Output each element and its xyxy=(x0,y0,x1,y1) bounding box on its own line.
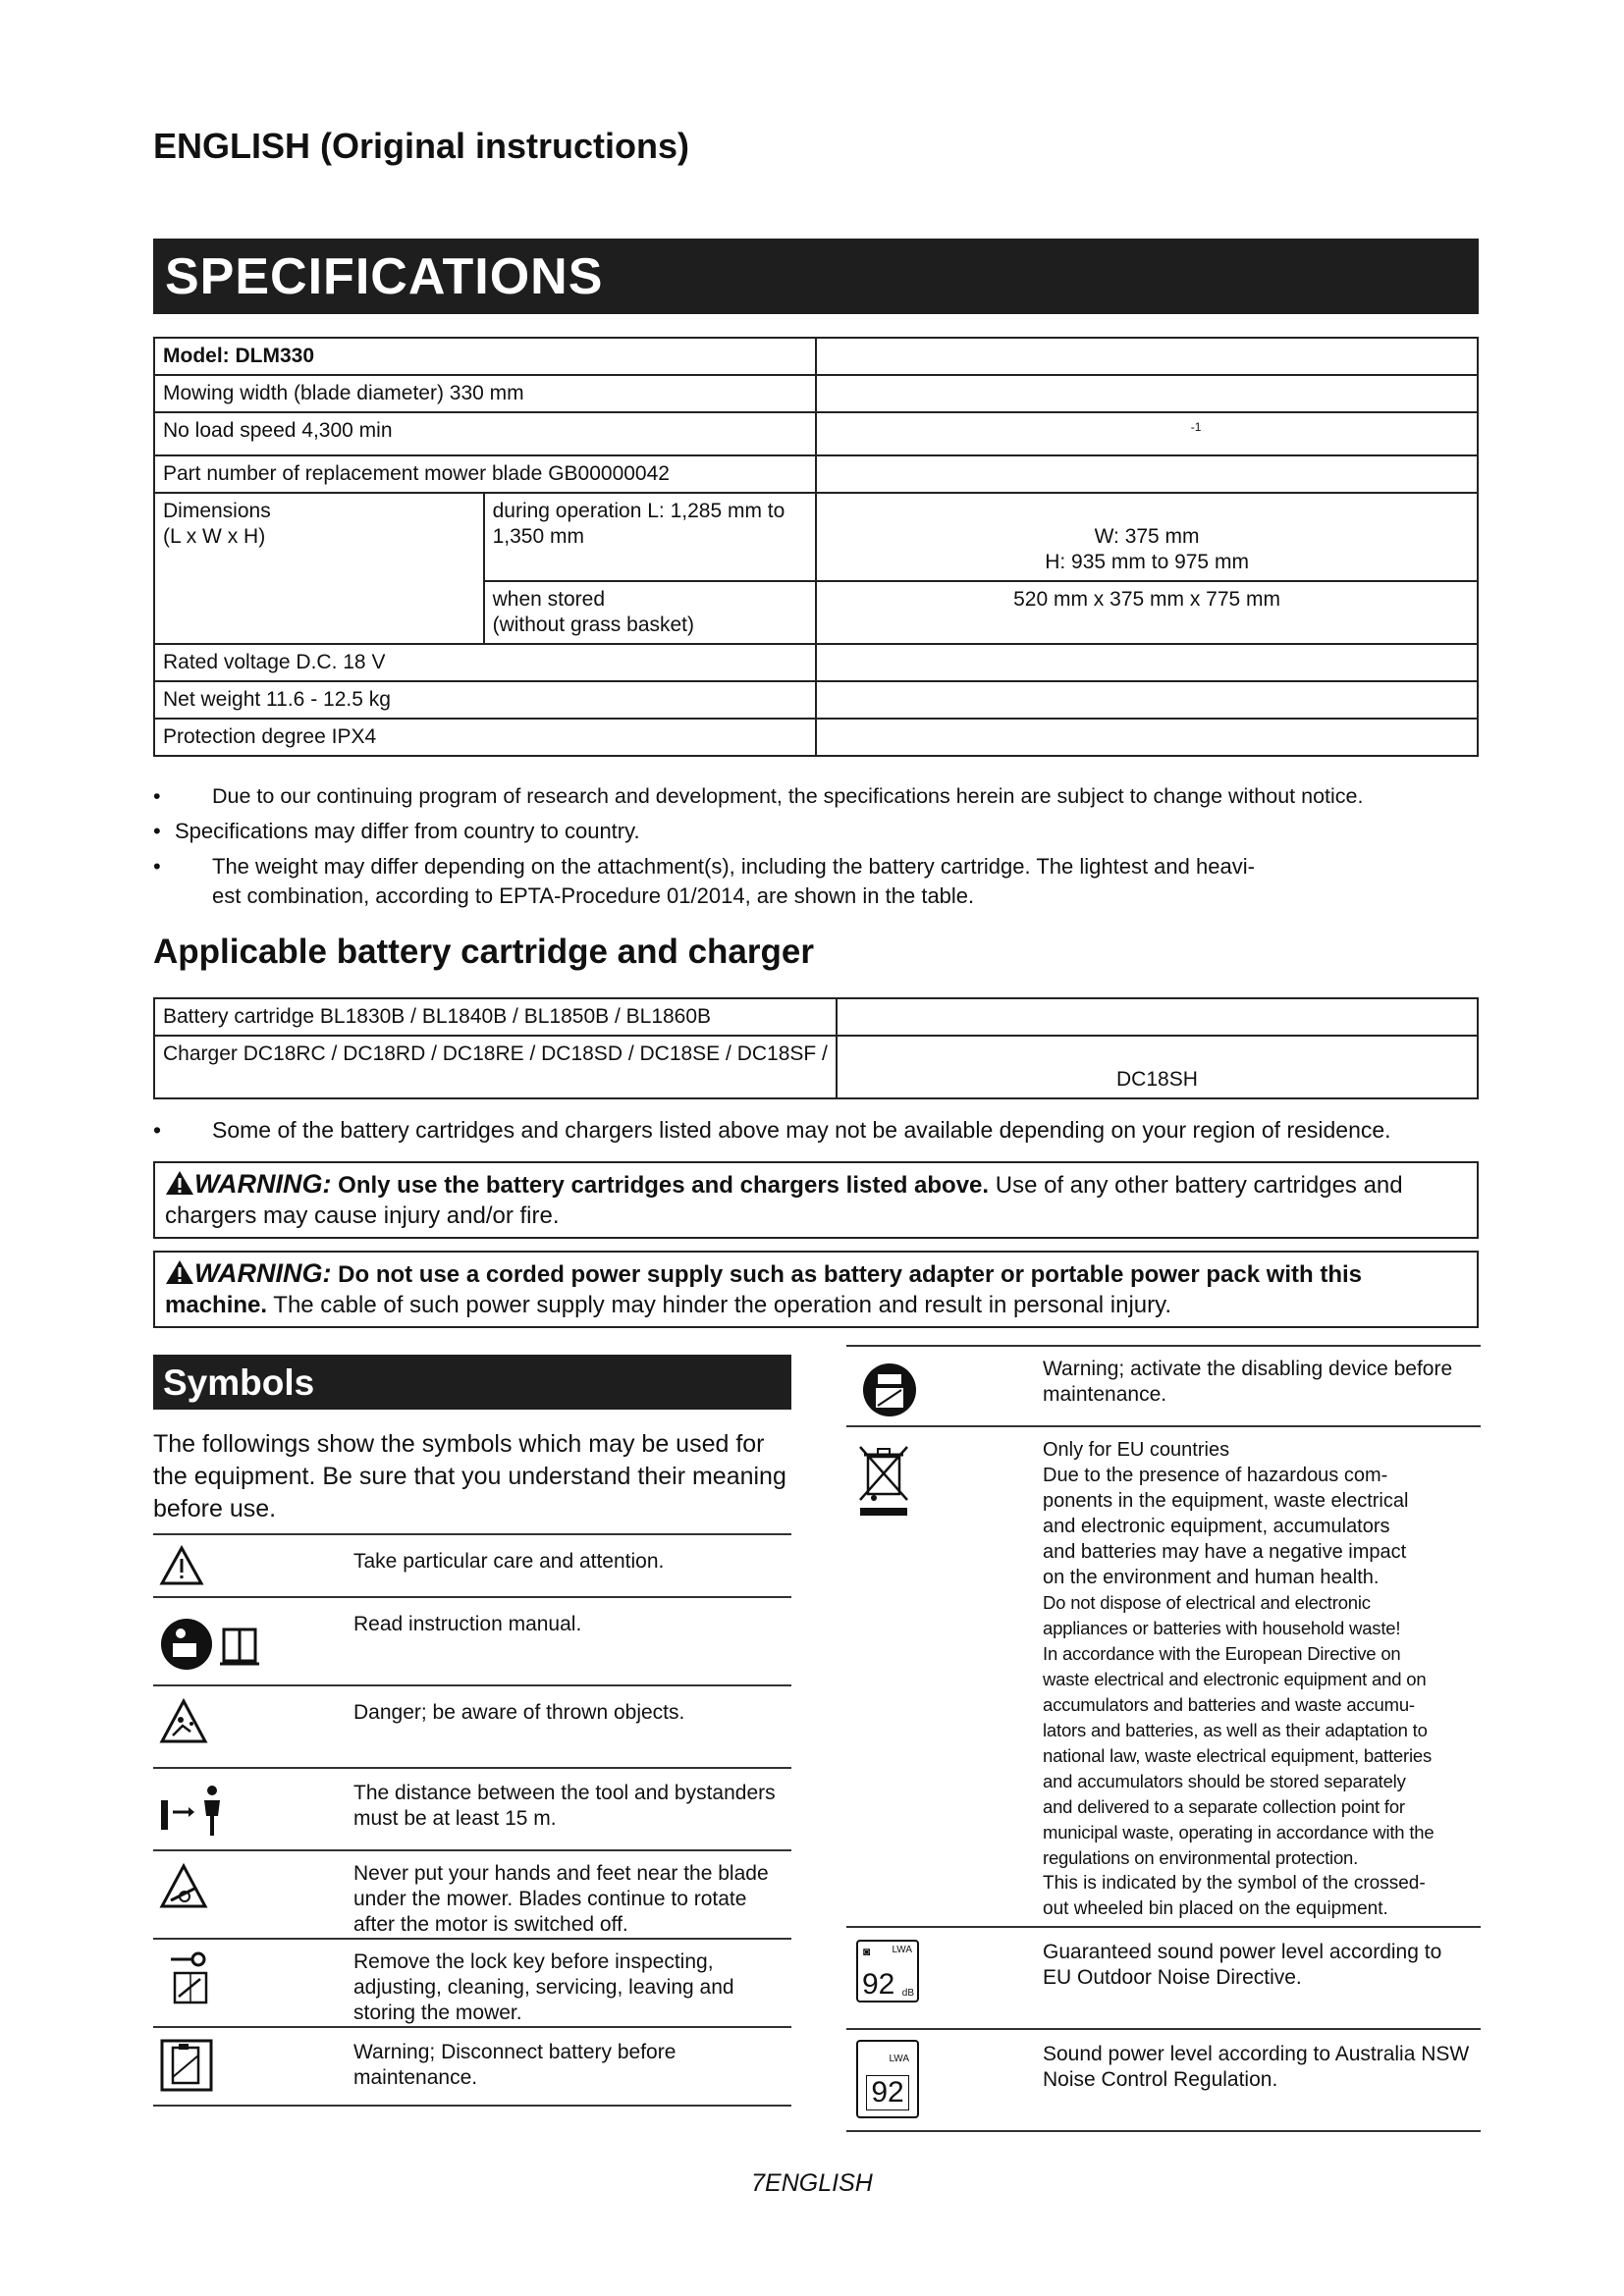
eu-text-line: on the environment and human health. xyxy=(1043,1567,1380,1588)
disconnect-battery-icon xyxy=(159,2038,214,2093)
symbol-description: Remove the lock key before inspecting, adjusting, cleaning, servicing, leaving and storing the mower. xyxy=(353,1950,734,2024)
eu-text-line: accumulators and batteries and waste accumu- xyxy=(1043,1694,1415,1715)
spec-no-load-speed: No load speed 4,300 min xyxy=(154,412,816,455)
symbol-row xyxy=(153,1684,791,1767)
symbols-intro: The followings show the symbols which may be used for the equipment. Be sure that you understand their meaning before use. xyxy=(153,1430,786,1522)
symbol-row xyxy=(846,1425,1481,1926)
symbol-row xyxy=(846,1926,1481,2028)
spec-dimensions-unit: (L x W x H) xyxy=(163,525,266,548)
eu-text-line: lators and batteries, as well as their adaptation to xyxy=(1043,1720,1428,1740)
eu-text-line: and electronic equipment, accumulators xyxy=(1043,1516,1390,1537)
symbol-row xyxy=(153,1533,791,1596)
spec-speed-superscript: -1 xyxy=(1190,420,1202,434)
symbol-description: Take particular care and attention. xyxy=(353,1550,665,1573)
eu-text-line: ponents in the equipment, waste electrical xyxy=(1043,1490,1409,1512)
eu-text-line: Only for EU countries xyxy=(1043,1439,1230,1461)
specification-notes xyxy=(153,781,1489,911)
spec-when-stored-label: when stored xyxy=(492,588,605,611)
spec-row-mowing-width xyxy=(154,375,1478,412)
page-header: ENGLISH (Original instructions) xyxy=(153,126,690,166)
note-item: • The weight may differ depending on the attachment(s), including the battery cartridge. The lightest and heavi- est combination, according to EPTA-Procedure 01/2014, are shown in the table. xyxy=(153,854,1255,908)
spec-mowing-width: Mowing width (blade diameter) 330 mm xyxy=(154,375,816,412)
spec-model: Model: DLM330 xyxy=(154,338,816,375)
specifications-table xyxy=(153,337,1479,757)
warning-label: WARNING: xyxy=(194,1258,332,1288)
warning-label: WARNING: xyxy=(194,1169,332,1199)
eu-text-line: In accordance with the European Directive on xyxy=(1043,1643,1401,1664)
eu-text-line: This is indicated by the symbol of the crossed- xyxy=(1043,1873,1426,1894)
note-item: • Specifications may differ from country to country. xyxy=(153,819,640,843)
note-item: • Due to our continuing program of research and development, the specifications herein are subject to change without notice. xyxy=(153,784,1364,808)
battery-section-title: Applicable battery cartridge and charger xyxy=(153,933,814,971)
warning-triangle-icon xyxy=(165,1170,194,1196)
symbol-row xyxy=(153,1938,791,2026)
battery-note: • Some of the battery cartridges and chargers listed above may not be available depending on your region of residence. xyxy=(153,1117,1391,1143)
symbol-row xyxy=(153,1596,791,1684)
warning-text: Use of any other battery cartridges and chargers may cause injury and/or fire. xyxy=(165,1172,1403,1229)
warning-triangle-icon xyxy=(165,1259,194,1285)
charger-row xyxy=(154,1036,1478,1098)
spec-during-operation-label: during operation xyxy=(492,500,642,522)
warning-bold-text: Only use the battery cartridges and chargers listed above. xyxy=(338,1172,990,1199)
eu-text-line: out wheeled bin placed on the equipment. xyxy=(1043,1898,1388,1919)
eu-text-line: regulations on environmental protection. xyxy=(1043,1847,1359,1868)
spec-when-stored-sub: (without grass basket) xyxy=(492,614,695,636)
sound-level-au-icon: LWA 92 xyxy=(856,2040,919,2118)
symbol-description: Read instruction manual. xyxy=(353,1613,582,1635)
warning-box-power-supply xyxy=(153,1251,1479,1328)
eu-text-line: Due to the presence of hazardous com- xyxy=(1043,1465,1388,1486)
warning-box-battery xyxy=(153,1161,1479,1239)
spec-during-operation-length: L: 1,285 mm to 1,350 mm xyxy=(492,500,785,548)
spec-dimensions-label: Dimensions xyxy=(163,500,271,522)
specifications-title-bar xyxy=(153,239,1479,314)
lock-key-icon xyxy=(167,1949,216,2008)
charger-list: Charger DC18RC / DC18RD / DC18RE / DC18SD / DC18SE / DC18SF / xyxy=(154,1036,837,1098)
battery-cartridge-list: Battery cartridge BL1830B / BL1840B / BL1850B / BL1860B xyxy=(154,998,837,1036)
spec-net-weight: Net weight 11.6 - 12.5 kg xyxy=(154,681,816,719)
spec-row-part-number xyxy=(154,455,1478,493)
symbols-title: Symbols xyxy=(163,1362,315,1403)
symbol-description: The distance between the tool and bystanders must be at least 15 m. xyxy=(353,1782,776,1830)
battery-table xyxy=(153,997,1479,1099)
symbol-description: Warning; Disconnect battery before maintenance. xyxy=(353,2041,677,2089)
spec-row-dimensions-operation xyxy=(154,493,1478,581)
symbol-row xyxy=(153,1767,791,1849)
eu-text-line: municipal waste, operating in accordance with the xyxy=(1043,1822,1435,1842)
eu-text-line: and batteries may have a negative impact xyxy=(1043,1541,1407,1563)
eu-text-line: appliances or batteries with household waste! xyxy=(1043,1618,1401,1638)
symbol-row xyxy=(153,2026,791,2105)
spec-row-no-load-speed xyxy=(154,412,1478,455)
spec-during-operation-height: H: 935 mm to 975 mm xyxy=(1045,551,1249,573)
sound-level-eu-icon: LWA ◙ 92 dB xyxy=(856,1940,919,2002)
symbol-row xyxy=(846,2028,1481,2130)
blade-hazard-icon xyxy=(159,1863,208,1910)
spec-part-number: Part number of replacement mower blade GB00000042 xyxy=(154,455,816,493)
spec-row-net-weight xyxy=(154,681,1478,719)
symbol-row xyxy=(153,1849,791,1938)
battery-row xyxy=(154,998,1478,1036)
spec-row-rated-voltage xyxy=(154,644,1478,681)
symbol-description: Warning; activate the disabling device before maintenance. xyxy=(1043,1358,1453,1406)
thrown-objects-icon xyxy=(159,1698,208,1745)
page-footer: 7ENGLISH xyxy=(751,2169,873,2197)
crossed-bin-icon xyxy=(854,1441,913,1520)
spec-protection-degree: Protection degree IPX4 xyxy=(154,719,816,756)
warning-text: The cable of such power supply may hinder the operation and result in personal injury. xyxy=(273,1292,1172,1318)
symbol-description: Never put your hands and feet near the blade under the mower. Blades continue to rotate after the motor is switched off. xyxy=(353,1862,769,1936)
eu-text-line: national law, waste electrical equipment, batteries xyxy=(1043,1745,1432,1766)
symbol-description: Sound power level according to Australia NSW Noise Control Regulation. xyxy=(1043,2043,1470,2091)
spec-during-operation-width: W: 375 mm xyxy=(1094,525,1200,548)
eu-text-line: and accumulators should be stored separately xyxy=(1043,1771,1406,1791)
spec-row-protection-degree xyxy=(154,719,1478,756)
spec-when-stored-value: 520 mm x 375 mm x 775 mm xyxy=(816,581,1478,644)
bystander-distance-icon xyxy=(159,1781,238,1840)
charger-list-continued: DC18SH xyxy=(1116,1068,1198,1091)
spec-rated-voltage: Rated voltage D.C. 18 V xyxy=(154,644,816,681)
spec-row-model xyxy=(154,338,1478,375)
symbol-description: Guaranteed sound power level according to EU Outdoor Noise Directive. xyxy=(1043,1941,1442,1989)
warning-bold-text: Do not use a corded power supply such as battery adapter or portable power pack with this machine. xyxy=(165,1261,1363,1318)
warning-triangle-icon xyxy=(159,1545,204,1586)
eu-text-line: waste electrical and electronic equipment and on xyxy=(1043,1669,1427,1689)
symbols-title-bar xyxy=(153,1355,791,1410)
symbol-row xyxy=(846,1345,1481,1425)
eu-text-line: and delivered to a separate collection point for xyxy=(1043,1796,1405,1817)
symbol-description: Danger; be aware of thrown objects. xyxy=(353,1701,685,1724)
disabling-device-icon xyxy=(860,1361,919,1419)
eu-text-line: Do not dispose of electrical and electronic xyxy=(1043,1592,1371,1613)
specifications-title: SPECIFICATIONS xyxy=(165,248,604,305)
read-manual-icon xyxy=(159,1616,306,1673)
